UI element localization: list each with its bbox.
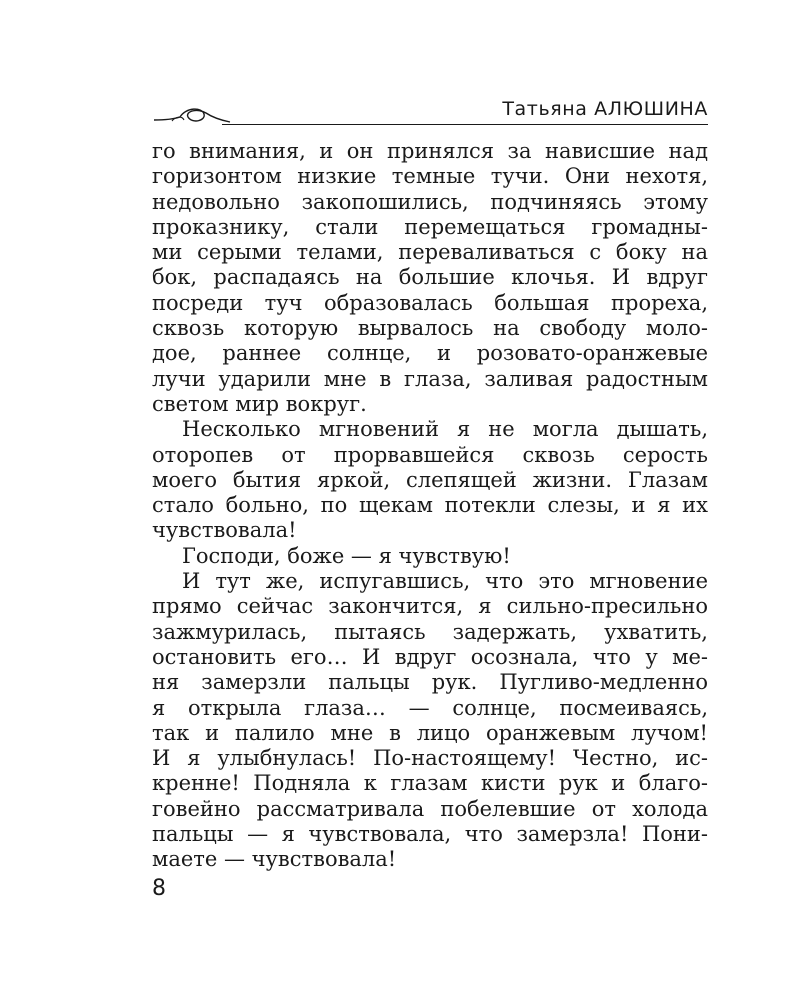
text-line: посреди туч образовалась большая прореха, (152, 290, 708, 315)
text-line: дое, раннее солнце, и розовато-оранжевые (152, 341, 708, 366)
paragraph (152, 569, 708, 873)
text-line: моего бытия яркой, слепящей жизни. Глазам (152, 467, 708, 492)
text-line: остановить его… И вдруг осознала, что у ме- (152, 644, 708, 669)
text-line: стало больно, по щекам потекли слезы, и я их (152, 493, 708, 518)
text-line: И я улыбнулась! По-настоящему! Честно, ис- (152, 746, 708, 771)
running-head-author: Татьяна АЛЮШИНА (502, 98, 708, 120)
paragraph (152, 417, 708, 543)
running-head-rule (222, 124, 708, 125)
text-line: сквозь которую вырвалось на свободу моло- (152, 316, 708, 341)
text-line: проказнику, стали перемещаться громадны- (152, 214, 708, 239)
text-line: так и палило мне в лицо оранжевым лучом! (152, 720, 708, 745)
text-line: недовольно закопошились, подчиняясь этому (152, 189, 708, 214)
text-line: пальцы — я чувствовала, что замерзла! Пони- (152, 822, 708, 847)
text-line: светом мир вокруг. (152, 391, 367, 416)
text-line: лучи ударили мне в глаза, заливая радостным (152, 366, 708, 391)
body-text (152, 139, 708, 873)
text-line: ня замерзли пальцы рук. Пугливо-медленно (152, 670, 708, 695)
text-line: кренне! Подняла к глазам кисти рук и благо- (152, 771, 708, 796)
paragraph (152, 139, 708, 417)
page-number: 8 (152, 876, 166, 901)
text-line: оторопев от прорвавшейся сквозь серость (152, 442, 708, 467)
text-line: маете — чувствовала! (152, 847, 397, 872)
text-line: чувствовала! (152, 518, 297, 543)
text-line: зажмурилась, пытаясь задержать, ухватить, (152, 619, 708, 644)
text-line: говейно рассматривала побелевшие от холода (152, 796, 708, 821)
text-line: бок, распадаясь на большие клочья. И вдруг (152, 265, 708, 290)
text-line: И тут же, испугавшись, что это мгновение (182, 569, 708, 594)
text-line: прямо сейчас закончится, я сильно-пресильно (152, 594, 708, 619)
text-line: Господи, боже — я чувствую! (182, 543, 511, 568)
text-line: я открыла глаза… — солнце, посмеиваясь, (152, 695, 708, 720)
flourish-ornament-icon (152, 104, 232, 126)
text-line: горизонтом низкие темные тучи. Они нехотя, (152, 164, 708, 189)
text-line: го внимания, и он принялся за нависшие над (152, 139, 708, 163)
paragraph (152, 544, 708, 569)
running-head (152, 98, 708, 126)
text-line: ми серыми телами, переваливаться с боку на (152, 240, 708, 265)
text-line: Несколько мгновений я не могла дышать, (182, 417, 708, 442)
